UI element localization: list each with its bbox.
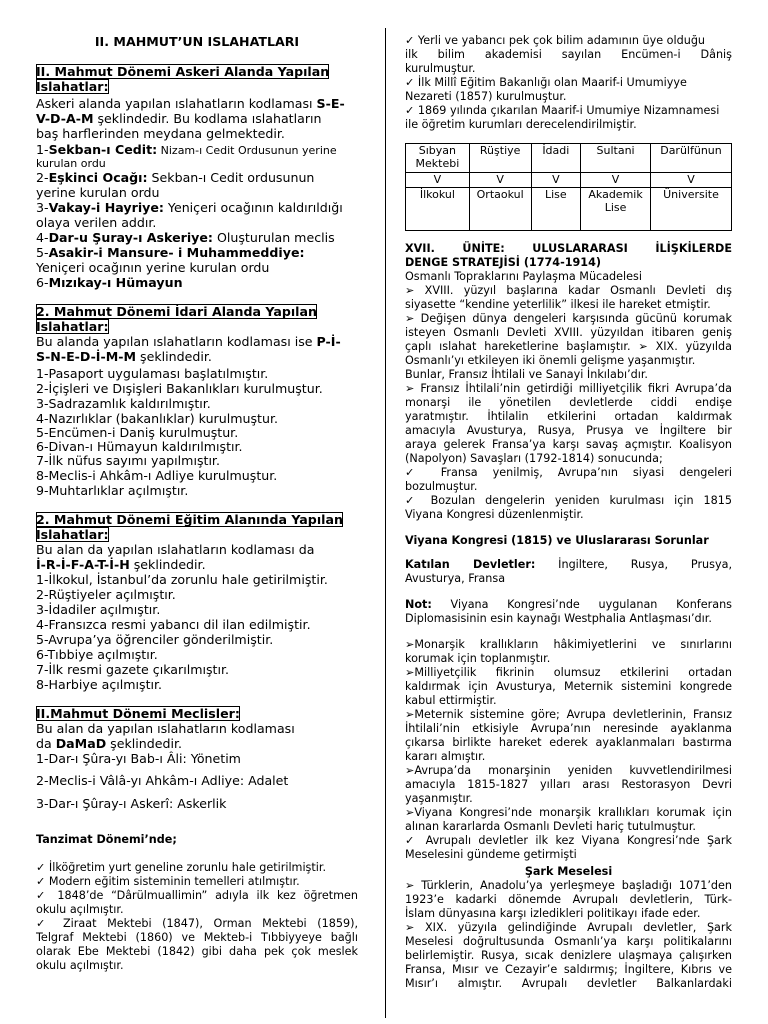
military-item: 5-Asakir-i Mansure- i Muhammeddiye: — [36, 245, 305, 260]
unit-heading: XVII. ÜNİTE: ULUSLARARASI İLİŞKİLERDE — [405, 242, 732, 255]
table-cell: V — [406, 173, 470, 188]
education-item: 2-Rüştiyeler açılmıştır. — [36, 587, 176, 602]
vienna-line: Meselesini gündeme getirmişti — [405, 848, 577, 861]
vienna-line: ✓ Avrupalı devletler ilk kez Viyana Kongresi’nde Şark — [405, 834, 732, 847]
admin-item: 2-İçişleri ve Dışişleri Bakanlıkları kurulmuştur. — [36, 381, 323, 396]
vienna-line: ➢Viyana Kongresi’nde monarşik krallıkları korumak için — [405, 806, 732, 819]
admin-item: 8-Meclis-i Ahkâm-ı Adliye kurulmuştur. — [36, 468, 278, 483]
sark-line: İslam dünyasına karşı izledikleri politikayı ifade eder. — [405, 907, 701, 920]
table-cell: V — [531, 173, 581, 188]
table-cell: V — [469, 173, 531, 188]
admin-item: 6-Divan-ı Hümayun kaldırılmıştır. — [36, 439, 243, 454]
body-line: ➢ XVIII. yüzyıl başlarına kadar Osmanlı Devleti dış — [405, 284, 732, 297]
table-cell: Üniversite — [650, 188, 731, 231]
sark-line: Mısır’ı almıştır. Avrupalı devletler Balkanlardaki — [405, 977, 732, 990]
tanzimat-heading: Tanzimat Dönemi’nde; — [36, 833, 177, 846]
note-line: Not: Viyana Kongresi’nde uygulanan Konferans — [405, 598, 732, 611]
participants-line: Katılan Devletler: İngiltere, Rusya, Prusya, — [405, 558, 732, 571]
military-item: 6-Mızıkay-ı Hümayun — [36, 275, 183, 290]
education-intro: Bu alan da yapılan ıslahatların kodlaması da — [36, 542, 315, 557]
vienna-line: kabul ettirmiştir. — [405, 694, 497, 707]
right-top-line: ilk bilim akademisi sayılan Encümen-i Dâniş — [405, 48, 732, 61]
sark-line: 1923’e kadarki dönemde Avrupalı devletlerin, Türk- — [405, 893, 732, 906]
admin-heading-line2: Islahatlar: — [36, 319, 109, 334]
military-heading: II. Mahmut Dönemi Askeri Alanda Yapılan — [36, 64, 330, 79]
military-item-cont: olaya verilen addır. — [36, 215, 157, 230]
body-line: isteyen Osmanlı Devleti XVIII. yüzyıldan itibaren geniş — [405, 326, 732, 339]
note-line-cont: Diplomasisinin esin kaynağı Westphalia Antlaşması’dır. — [405, 612, 712, 625]
table-cell: İdadi — [531, 144, 581, 173]
education-item: 4-Fransızca resmi yabancı dil ilan edilmiştir. — [36, 617, 311, 632]
table-row — [406, 144, 732, 173]
vienna-line: korumak için toplanmıştır. — [405, 652, 551, 665]
body-line: monarşi ile yönetilen devletlerde ciddi endişe — [405, 396, 732, 409]
table-cell: Lise — [531, 188, 581, 231]
military-item: 1-Sekban-ı Cedit: Nizam-ı Cedit Ordusunun yerine — [36, 142, 337, 157]
military-item-cont: kurulan ordu — [36, 157, 106, 170]
education-item: 3-İdadiler açılmıştır. — [36, 602, 161, 617]
body-line: Bunlar, Fransız İhtilali ve Sanayi İnkılabı’dır. — [405, 368, 648, 381]
table-cell: Darülfünun — [650, 144, 731, 173]
body-line: amacıyla Avusturya, Rusya, Prusya ve İngiltere bir — [405, 424, 732, 437]
military-intro: Askeri alanda yapılan ıslahatların kodlaması S-E- — [36, 96, 345, 111]
right-top-line: kurulmuştur. — [405, 62, 476, 75]
body-line: (Napolyon) Savaşları (1792-1814) sonucunda; — [405, 452, 663, 465]
education-item: 7-İlk resmi gazete çıkarılmıştır. — [36, 662, 229, 677]
table-cell: Akademik Lise — [581, 188, 651, 231]
body-line: Osmanlı’yı etkileyen iki önemli gelişme yaşanmıştır. — [405, 354, 696, 367]
education-intro-line2: İ-R-İ-F-A-T-İ-H şeklindedir. — [36, 557, 206, 572]
vienna-line: alınan kararlarda Osmanlı Devleti hariç tutulmuştur. — [405, 820, 696, 833]
admin-intro-line2: S-N-E-D-İ-M-M şeklindedir. — [36, 349, 212, 364]
table-cell: Sultani — [581, 144, 651, 173]
schools-table — [405, 143, 732, 231]
body-line: bozulmuştur. — [405, 480, 478, 493]
military-item-cont: Yeniçeri ocağının yerine kurulan ordu — [36, 260, 270, 275]
education-heading: 2. Mahmut Dönemi Eğitim Alanında Yapılan — [36, 512, 343, 527]
body-line: çaplı ıslahat hareketlerine başlamıştır. ➢ XIX. yüzyılda — [405, 340, 732, 353]
vienna-line: kararı almıştır. — [405, 750, 486, 763]
vienna-line: ➢Avrupa’da monarşinin yeniden kuvvetlendirilmesi — [405, 764, 732, 777]
tanzimat-line: Telgraf Mektebi (1860) ve Mekteb-i Tıbbiyyeye bağlı — [36, 931, 358, 944]
table-cell: Rüştiye — [469, 144, 531, 173]
admin-item: 5-Encümen-i Daniş kurulmuştur. — [36, 425, 239, 440]
vienna-line: ➢Monarşik krallıkların hâkimiyetlerini ve sınırlarını — [405, 638, 732, 651]
vienna-line: ➢Milliyetçilik fikrinin olumsuz etkilerini ortadan — [405, 666, 732, 679]
body-line: ➢ Değişen dünya dengeleri karşısında gücünü korumak — [405, 312, 732, 325]
vienna-line: kaldırmak için Avusturya, Meternik sistemini kongrede — [405, 680, 732, 693]
military-item: 2-Eşkinci Ocağı: Sekban-ı Cedit ordusunun — [36, 170, 315, 185]
table-row — [406, 188, 732, 231]
body-line: Osmanlı Topraklarını Paylaşma Mücadelesi — [405, 270, 642, 283]
council-item: 1-Dar-ı Şûra-yı Bab-ı Âli: Yönetim — [36, 751, 241, 766]
sark-heading: Şark Meselesi — [524, 865, 613, 878]
table-cell: Sıbyan Mektebi — [406, 144, 470, 173]
military-intro-line2: V-D-A-M şeklindedir. Bu kodlama ıslahatların — [36, 111, 322, 126]
admin-intro: Bu alanda yapılan ıslahatların kodlaması ise P-İ- — [36, 334, 341, 349]
education-item: 6-Tıbbiye açılmıştır. — [36, 647, 158, 662]
admin-item: 9-Muhtarlıklar açılmıştır. — [36, 483, 189, 498]
vienna-line: yaşanmıştır. — [405, 792, 473, 805]
right-top-line: ✓ İlk Millî Eğitim Bakanlığı olan Maarif-i Umumiyye — [405, 76, 687, 89]
table-row — [406, 173, 732, 188]
sark-line: ➢ XIX. yüzyıla gelindiğinde Avrupalı devletler, Şark — [405, 921, 732, 934]
right-top-line: ✓ Yerli ve yabancı pek çok bilim adamının üye olduğu — [405, 34, 706, 47]
unit-heading-line2: DENGE STRATEJİSİ (1774-1914) — [405, 256, 601, 269]
vienna-line: çıkarsa birlikte hareket ederek ayaklanmaları bastırma — [405, 736, 732, 749]
sark-line: ➢ Türklerin, Anadolu’ya yerleşmeye başladığı 1071’den — [405, 879, 732, 892]
right-top-line: ile öğretim kurumları derecelendirilmiştir. — [405, 118, 637, 131]
body-line: yaratmıştır. İhtilalin etkilerini ortadan kaldırmak — [405, 410, 732, 423]
councils-heading: II.Mahmut Dönemi Meclisler: — [36, 706, 240, 721]
table-cell: Ortaokul — [469, 188, 531, 231]
body-line: ✓ Bozulan dengelerin yeniden kurulması için 1815 — [405, 494, 732, 507]
vienna-line: ➢Meternik sistemine göre; Avrupa devletlerinin, Fransız — [405, 708, 732, 721]
sark-line: belirlemiştir. Rusya, sıcak denizlere ulaşmaya çalışırken — [405, 949, 732, 962]
tanzimat-line: ✓ 1848’de “Dârülmuallimin” adıyla ilk kez öğretmen — [36, 889, 358, 902]
right-top-line: ✓ 1869 yılında çıkarılan Maarif-i Umumiye Nizamnamesi — [405, 104, 720, 117]
vienna-heading: Viyana Kongresi (1815) ve Uluslararası Sorunlar — [405, 534, 709, 547]
education-item: 8-Harbiye açılmıştır. — [36, 677, 163, 692]
admin-item: 3-Sadrazamlık kaldırılmıştır. — [36, 396, 211, 411]
council-item: 3-Dar-ı Şûray-ı Askerî: Askerlik — [36, 796, 227, 811]
body-line: ✓ Fransa yenilmiş, Avrupa’nın siyasi dengeleri — [405, 466, 732, 479]
body-line: siyasette “kendine yeterlilik” ilkesi ile hareket etmiştir. — [405, 298, 711, 311]
body-line: ➢ Fransız İhtilali’nin getirdiği milliyetçilik fikri Avrupa’da — [405, 382, 732, 395]
education-item: 5-Avrupa’ya öğrenciler gönderilmiştir. — [36, 632, 274, 647]
admin-item: 4-Nazırlıklar (bakanlıklar) kurulmuştur. — [36, 411, 278, 426]
sark-line: Fransa, Mısır ve Cezayir’e saldırmış; İngiltere, Kıbrıs ve — [405, 963, 732, 976]
military-item: 3-Vakay-i Hayriye: Yeniçeri ocağının kaldırıldığı — [36, 200, 343, 215]
participants-line-cont: Avusturya, Fransa — [405, 572, 506, 585]
admin-item: 7-İlk nüfus sayımı yapılmıştır. — [36, 453, 220, 468]
councils-intro-line2: da DaMaD şeklindedir. — [36, 736, 183, 751]
page-title: II. MAHMUT’UN ISLAHATLARI — [94, 34, 300, 49]
education-heading-line2: Islahatlar: — [36, 527, 109, 542]
table-cell: V — [650, 173, 731, 188]
tanzimat-line: olarak Ebe Mektebi (1842) gibi daha pek çok meslek — [36, 945, 358, 958]
admin-item: 1-Pasaport uygulaması başlatılmıştır. — [36, 366, 269, 381]
military-item-cont: yerine kurulan ordu — [36, 185, 160, 200]
education-item: 1-İlkokul, İstanbul’da zorunlu hale getirilmiştir. — [36, 572, 328, 587]
military-item: 4-Dar-u Şuray-ı Askeriye: Oluşturulan meclis — [36, 230, 335, 245]
column-divider — [385, 28, 386, 1018]
tanzimat-line: okulu açılmıştır. — [36, 959, 124, 972]
tanzimat-line: okulu açılmıştır. — [36, 903, 124, 916]
table-cell: İlkokul — [406, 188, 470, 231]
body-line: Viyana Kongresi düzenlenmiştir. — [405, 508, 584, 521]
tanzimat-line: ✓ Ziraat Mektebi (1847), Orman Mektebi (1859), — [36, 917, 358, 930]
vienna-line: amacıyla 1815-1827 yılları arası Restorasyon Devri — [405, 778, 732, 791]
military-heading-line2: Islahatlar: — [36, 79, 109, 94]
vienna-line: İhtilali’nin etkisiyle Avrupa’nın neresinde ayaklanma — [405, 722, 732, 735]
tanzimat-line: ✓ İlköğretim yurt geneline zorunlu hale getirilmiştir. — [36, 861, 327, 874]
table-cell: V — [581, 173, 651, 188]
military-intro-line3: baş harflerinden meydana gelmektedir. — [36, 126, 285, 141]
body-line: araya gelerek Fransa’ya karşı savaş açmıştır. Koalisyon — [405, 438, 732, 451]
tanzimat-line: ✓ Modern eğitim sisteminin temelleri atılmıştır. — [36, 875, 300, 888]
sark-line: Meselesi doğrultusunda Osmanlı’ya karşı politikalarını — [405, 935, 732, 948]
councils-intro: Bu alan da yapılan ıslahatların kodlaması — [36, 721, 295, 736]
council-item: 2-Meclis-i Vâlâ-yı Ahkâm-ı Adliye: Adalet — [36, 773, 289, 788]
admin-heading: 2. Mahmut Dönemi İdari Alanda Yapılan — [36, 304, 317, 319]
right-top-line: Nezareti (1857) kurulmuştur. — [405, 90, 567, 103]
